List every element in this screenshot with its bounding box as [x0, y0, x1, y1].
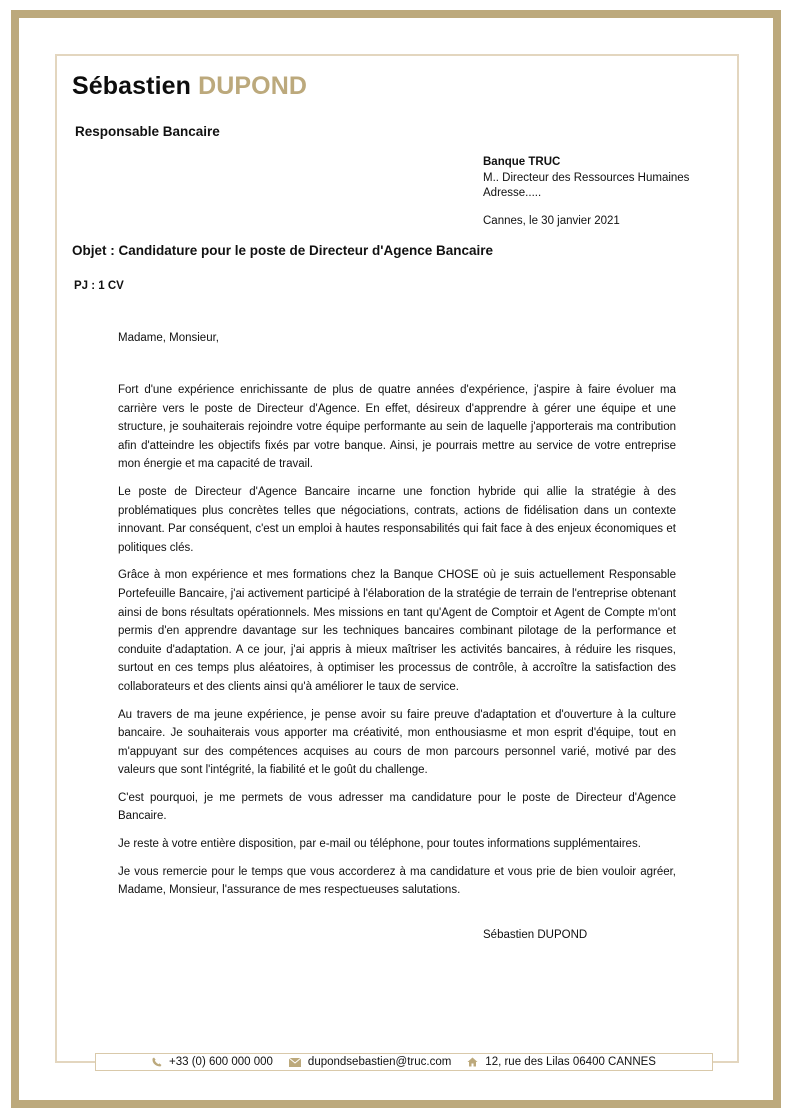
recipient-address: Adresse.....: [483, 187, 542, 199]
envelope-icon: [289, 1058, 301, 1067]
paragraph: Le poste de Directeur d'Agence Bancaire incarne une fonction hybride qui allie la stratégie à des problématiques plus concrètes telles que négociations, contrats, actions de fidélisation dans un contexte innovant. Par conséquent, c'est un emploi à hautes responsabilités qui fait face à des enjeux économiques et politiques clés.: [118, 485, 676, 554]
paragraph: C'est pourquoi, je me permets de vous adresser ma candidature pour le poste de Directeur d'Agence Bancaire.: [118, 791, 676, 823]
paragraph: Fort d'une expérience enrichissante de plus de quatre années d'expérience, j'aspire à faire évoluer ma carrière vers le poste de Directeur d'Agence. En effet, désireux d'apprendre à gérer une équipe et une structure, je souhaiterais rejoindre votre équipe performante au sein de laquelle j'apporterais ma contribution afin d'atteindre les objectifs fixés par votre banque. Ainsi, je pourrais mettre au service de votre entreprise mon énergie et ma capacité de travail.: [118, 384, 676, 471]
attachment-note: PJ : 1 CV: [74, 280, 124, 292]
email-address: dupondsebastien@truc.com: [307, 1056, 452, 1068]
applicant-name: [72, 72, 307, 101]
inner-frame-bottom-left: [55, 1061, 95, 1063]
footer-email: [289, 1056, 451, 1068]
footer-address: [467, 1056, 656, 1068]
job-title: Responsable Bancaire: [75, 124, 220, 139]
first-name: Sébastien: [72, 72, 192, 100]
paragraph: Grâce à mon expérience et mes formations chez la Banque CHOSE où je suis actuellement Responsable Portefeuille Bancaire, j'ai activement participé à l'élaboration de la stratégie de terrain de l'entreprise obtenant ainsi de bons résultats opérationnels. Mes missions en tant qu'Agent de Comptoir et Agent de Compte m'ont permis d'en apprendre davantage sur les techniques bancaires combinant pilotage de la performance et conduite d'adaptation. A ce jour, j'ai appris à mieux maîtriser les activités bancaires, à réduire les risques, surtout en ces temps plus aléatoires, à optimiser les processus de contrôle, à accroître la satisfaction des collaborateurs et des clients ainsi qu'à améliorer le taux de service.: [118, 569, 676, 693]
recipient-block: [483, 155, 689, 202]
phone-number: +33 (0) 600 000 000: [169, 1056, 273, 1068]
paragraph: Je vous remercie pour le temps que vous accorderez à ma candidature et vous prie de bien vouloir agréer, Madame, Monsieur, l'assurance de mes respectueuses salutations.: [118, 865, 676, 897]
inner-frame-bottom-right: [713, 1061, 737, 1063]
date-line: Cannes, le 30 janvier 2021: [483, 215, 620, 227]
last-name: DUPOND: [198, 72, 307, 100]
letter-subject: Objet : Candidature pour le poste de Directeur d'Agence Bancaire: [72, 243, 494, 258]
paragraph: Au travers de ma jeune expérience, je pense avoir su faire preuve d'adaptation et d'ouverture à la culture bancaire. Je souhaiterais vous apporter ma créativité, mon enthousiasme et mon esprit d'équipe, tout en m'appuyant sur des compétences acquises au cours de mon parcours personnel varié, motivé par des valeurs que sont l'intégrité, la fiabilité et le goût du challenge.: [118, 708, 676, 777]
footer-phone: [152, 1056, 273, 1068]
recipient-company: Banque TRUC: [483, 156, 561, 168]
signature: Sébastien DUPOND: [483, 929, 588, 941]
letter-body: [118, 381, 676, 909]
contact-footer: [95, 1053, 713, 1071]
salutation: Madame, Monsieur,: [118, 332, 219, 344]
postal-address: 12, rue des Lilas 06400 CANNES: [485, 1056, 656, 1068]
phone-icon: [152, 1057, 162, 1067]
home-icon: [467, 1057, 478, 1067]
recipient-contact: M.. Directeur des Ressources Humaines: [483, 171, 690, 184]
paragraph: Je reste à votre entière disposition, par e-mail ou téléphone, pour toutes informations supplémentaires.: [118, 838, 641, 851]
